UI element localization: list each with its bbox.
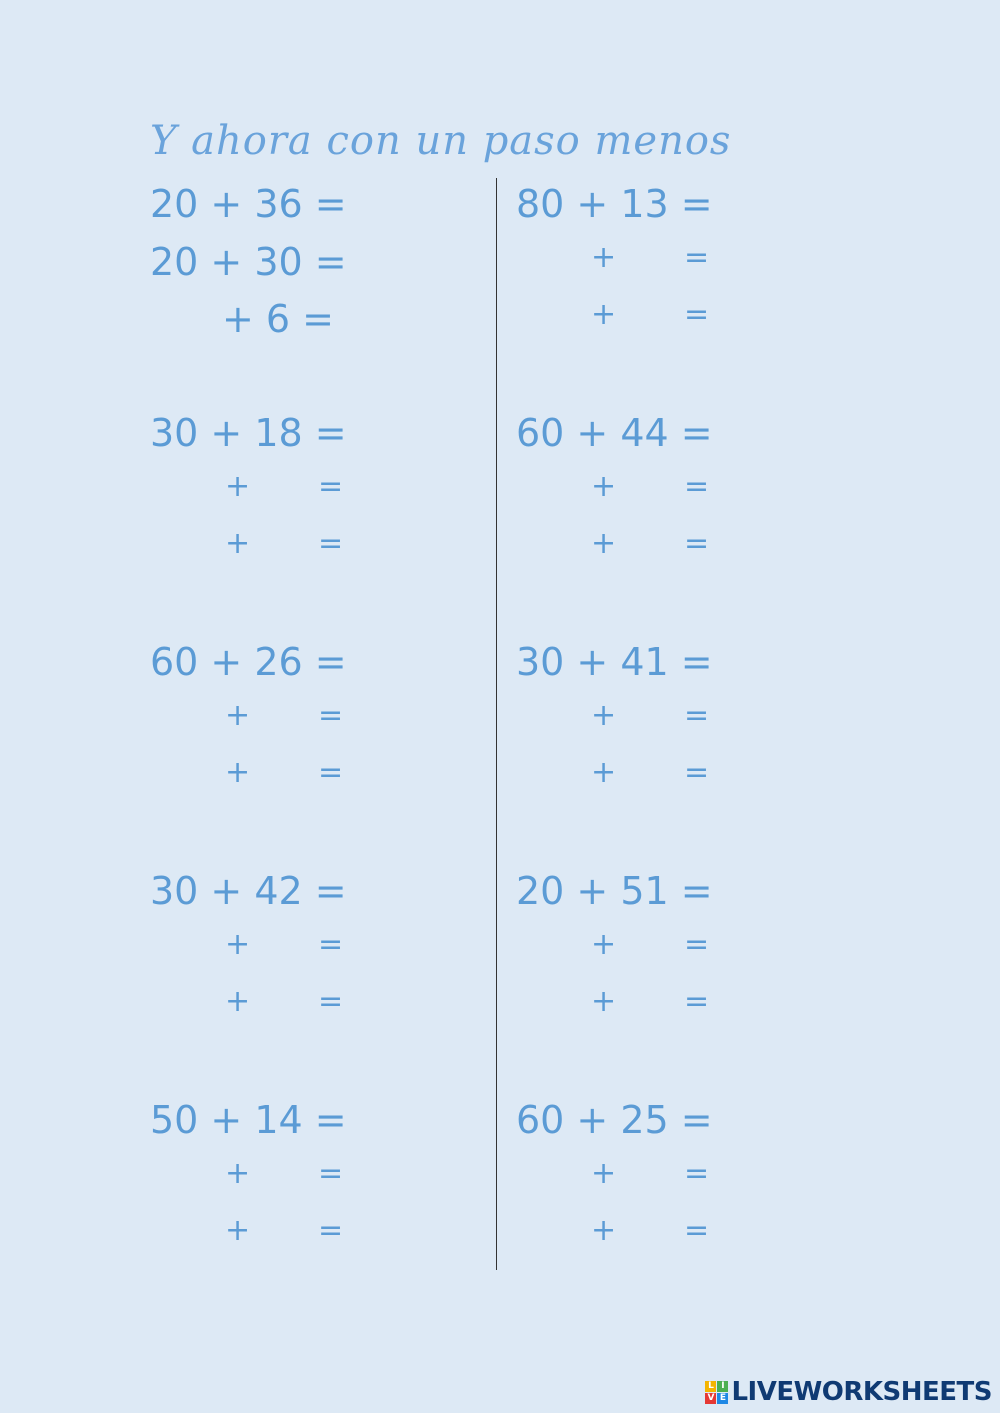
plus-sign: + (225, 698, 251, 733)
problem-7 (150, 869, 480, 1052)
plus-sign: + (225, 984, 251, 1019)
problem-expression: 50 + 14 = (150, 1098, 347, 1142)
logo-letter-i: I (717, 1381, 728, 1392)
problem-expression: 80 + 13 = (516, 182, 713, 226)
plus-sign: + (225, 1213, 251, 1248)
problem-expression: 30 + 41 = (516, 640, 713, 684)
column-divider (496, 178, 497, 1270)
problem-8 (516, 869, 846, 1052)
equals-sign: = (318, 526, 344, 561)
problem-expression: 60 + 25 = (516, 1098, 713, 1142)
plus-sign: + (591, 1213, 617, 1248)
logo-letter-e: E (717, 1393, 728, 1404)
plus-sign: + (591, 755, 617, 790)
equals-sign: = (684, 1156, 710, 1191)
equals-sign: = (318, 755, 344, 790)
plus-sign: + (591, 927, 617, 962)
problem-expression: 20 + 51 = (516, 869, 713, 913)
equals-sign: = (684, 526, 710, 561)
problem-expression: 30 + 42 = (150, 869, 347, 913)
plus-sign: + (225, 927, 251, 962)
equals-sign: = (684, 297, 710, 332)
equals-sign: = (684, 240, 710, 275)
plus-sign: + (591, 240, 617, 275)
equals-sign: = (684, 469, 710, 504)
problem-2 (516, 182, 846, 365)
problem-4 (516, 411, 846, 594)
problem-6 (516, 640, 846, 823)
worked-step-1: 20 + 30 = (150, 240, 347, 284)
equals-sign: = (318, 1156, 344, 1191)
plus-sign: + (591, 297, 617, 332)
equals-sign: = (318, 469, 344, 504)
problem-1 (150, 182, 480, 365)
equals-sign: = (684, 984, 710, 1019)
equals-sign: = (318, 984, 344, 1019)
plus-sign: + (591, 526, 617, 561)
equals-sign: = (318, 1213, 344, 1248)
problem-3 (150, 411, 480, 594)
brand-name: LIVEWORKSHEETS (731, 1377, 992, 1407)
plus-sign: + (225, 469, 251, 504)
problem-expression: 60 + 26 = (150, 640, 347, 684)
problem-9 (150, 1098, 480, 1281)
plus-sign: + (225, 526, 251, 561)
plus-sign: + (225, 755, 251, 790)
liveworksheets-logo[interactable] (705, 1377, 992, 1407)
worksheet-title: Y ahora con un paso menos (150, 118, 732, 164)
problem-expression: 20 + 36 = (150, 182, 347, 226)
plus-sign: + (591, 469, 617, 504)
plus-sign: + (591, 1156, 617, 1191)
plus-sign: + (591, 984, 617, 1019)
equals-sign: = (684, 755, 710, 790)
problem-expression: 30 + 18 = (150, 411, 347, 455)
problem-5 (150, 640, 480, 823)
worked-step-2: + 6 = (222, 297, 335, 341)
equals-sign: = (684, 698, 710, 733)
equals-sign: = (318, 927, 344, 962)
equals-sign: = (684, 1213, 710, 1248)
logo-icon (705, 1381, 728, 1404)
problem-expression: 60 + 44 = (516, 411, 713, 455)
plus-sign: + (225, 1156, 251, 1191)
equals-sign: = (318, 698, 344, 733)
plus-sign: + (591, 698, 617, 733)
logo-letter-l: L (705, 1381, 716, 1392)
problem-10 (516, 1098, 846, 1281)
equals-sign: = (684, 927, 710, 962)
logo-letter-v: V (705, 1393, 716, 1404)
